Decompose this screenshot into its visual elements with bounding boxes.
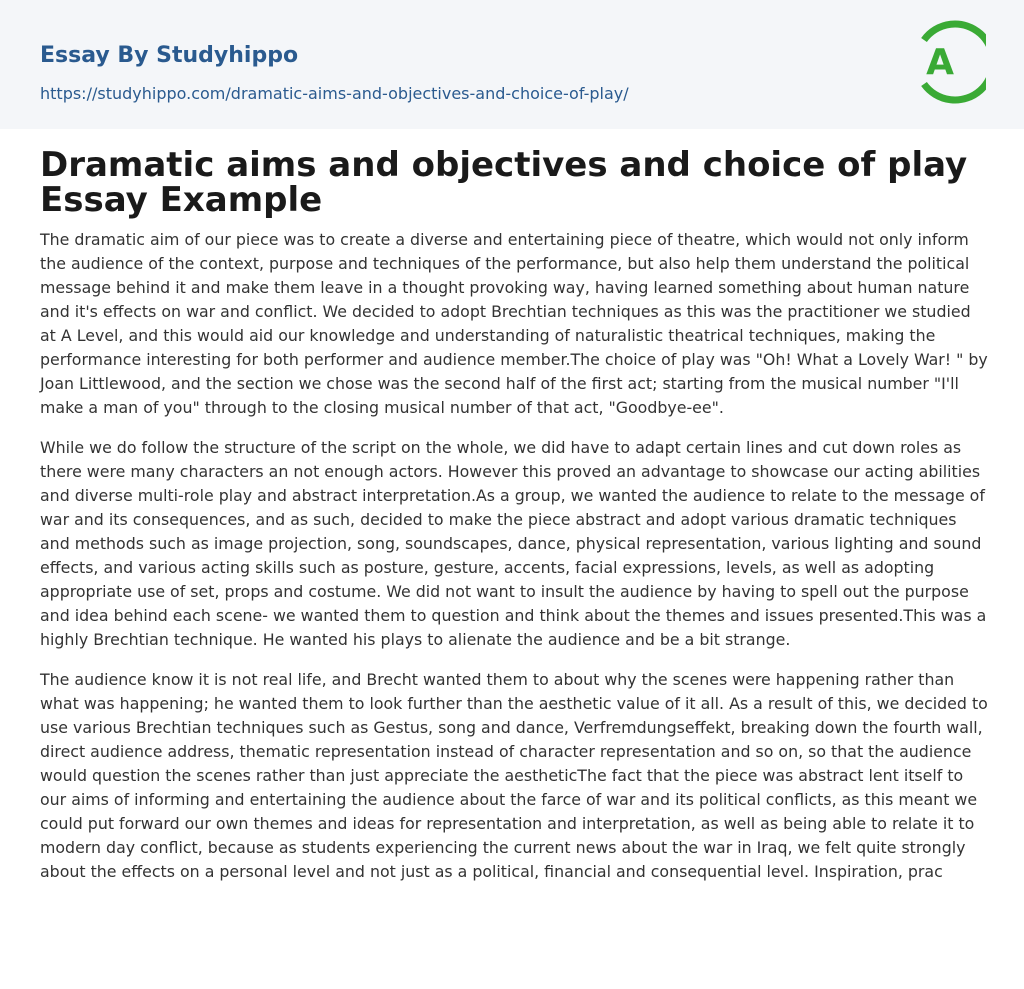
site-brand[interactable]: Essay By Studyhippo (40, 43, 299, 68)
site-header (0, 0, 1024, 129)
article-title: Dramatic aims and objectives and choice of play Essay Example (40, 145, 968, 220)
source-url-link[interactable]: https://studyhippo.com/dramatic-aims-and-objectives-and-choice-of-play/ (40, 84, 629, 103)
logo-letter: A (926, 42, 954, 83)
studyhippo-logo-icon[interactable] (912, 18, 986, 106)
paragraph-2: While we do follow the structure of the script on the whole, we did have to adapt certain lines and cut down roles as there were many characters an not enough actors. However this proved an advantage to showcase our acting abilities and diverse multi-role play and abstract interpretation.As a group, we wanted the audience to relate to the message of war and its consequences, and as such, decided to make the piece abstract and adopt various dramatic techniques and methods such as image projection, song, soundscapes, dance, physical representation, various lighting and sound effects, and various acting skills such as posture, gesture, accents, facial expressions, levels, as well as adopting appropriate use of set, props and costume. We did not want to insult the audience by having to spell out the purpose and idea behind each scene- we wanted them to question and think about the themes and issues presented.This was a highly Brechtian technique. He wanted his plays to alienate the audience and be a bit strange. (40, 438, 987, 649)
paragraph-3: The audience know it is not real life, and Brecht wanted them to about why the scenes were happening rather than what was happening; he wanted them to look further than the aesthetic value of it all. As a result of this, we decided to use various Brechtian techniques such as Gestus, song and dance, Verfremdungseffekt, breaking down the fourth wall, direct audience address, thematic representation instead of character representation and so on, so that the audience would question the scenes rather than just appreciate the aestheticThe fact that the piece was abstract lent itself to our aims of informing and entertaining the audience about the farce of war and its political conflicts, as this meant we could put forward our own themes and ideas for representation and interpretation, as well as being able to relate it to modern day conflict, because as students experiencing the current news about the war in Iraq, we felt quite strongly about the effects on a personal level and not just as a political, financial and consequential level. Inspiration, prac (40, 670, 988, 881)
article-body (40, 228, 988, 900)
paragraph-1: The dramatic aim of our piece was to create a diverse and entertaining piece of theatre, which would not only inform the audience of the context, purpose and techniques of the performance, but also help them understand the political message behind it and make them leave in a thought provoking way, having learned something about human nature and it's effects on war and conflict. We decided to adopt Brechtian techniques as this was the practitioner we studied at A Level, and this would aid our knowledge and understanding of naturalistic theatrical techniques, making the performance interesting for both performer and audience member.The choice of play was "Oh! What a Lovely War! " by Joan Littlewood, and the section we chose was the second half of the first act; starting from the musical number "I'll make a man of you" through to the closing musical number of that act, "Goodbye-ee". (40, 230, 988, 417)
